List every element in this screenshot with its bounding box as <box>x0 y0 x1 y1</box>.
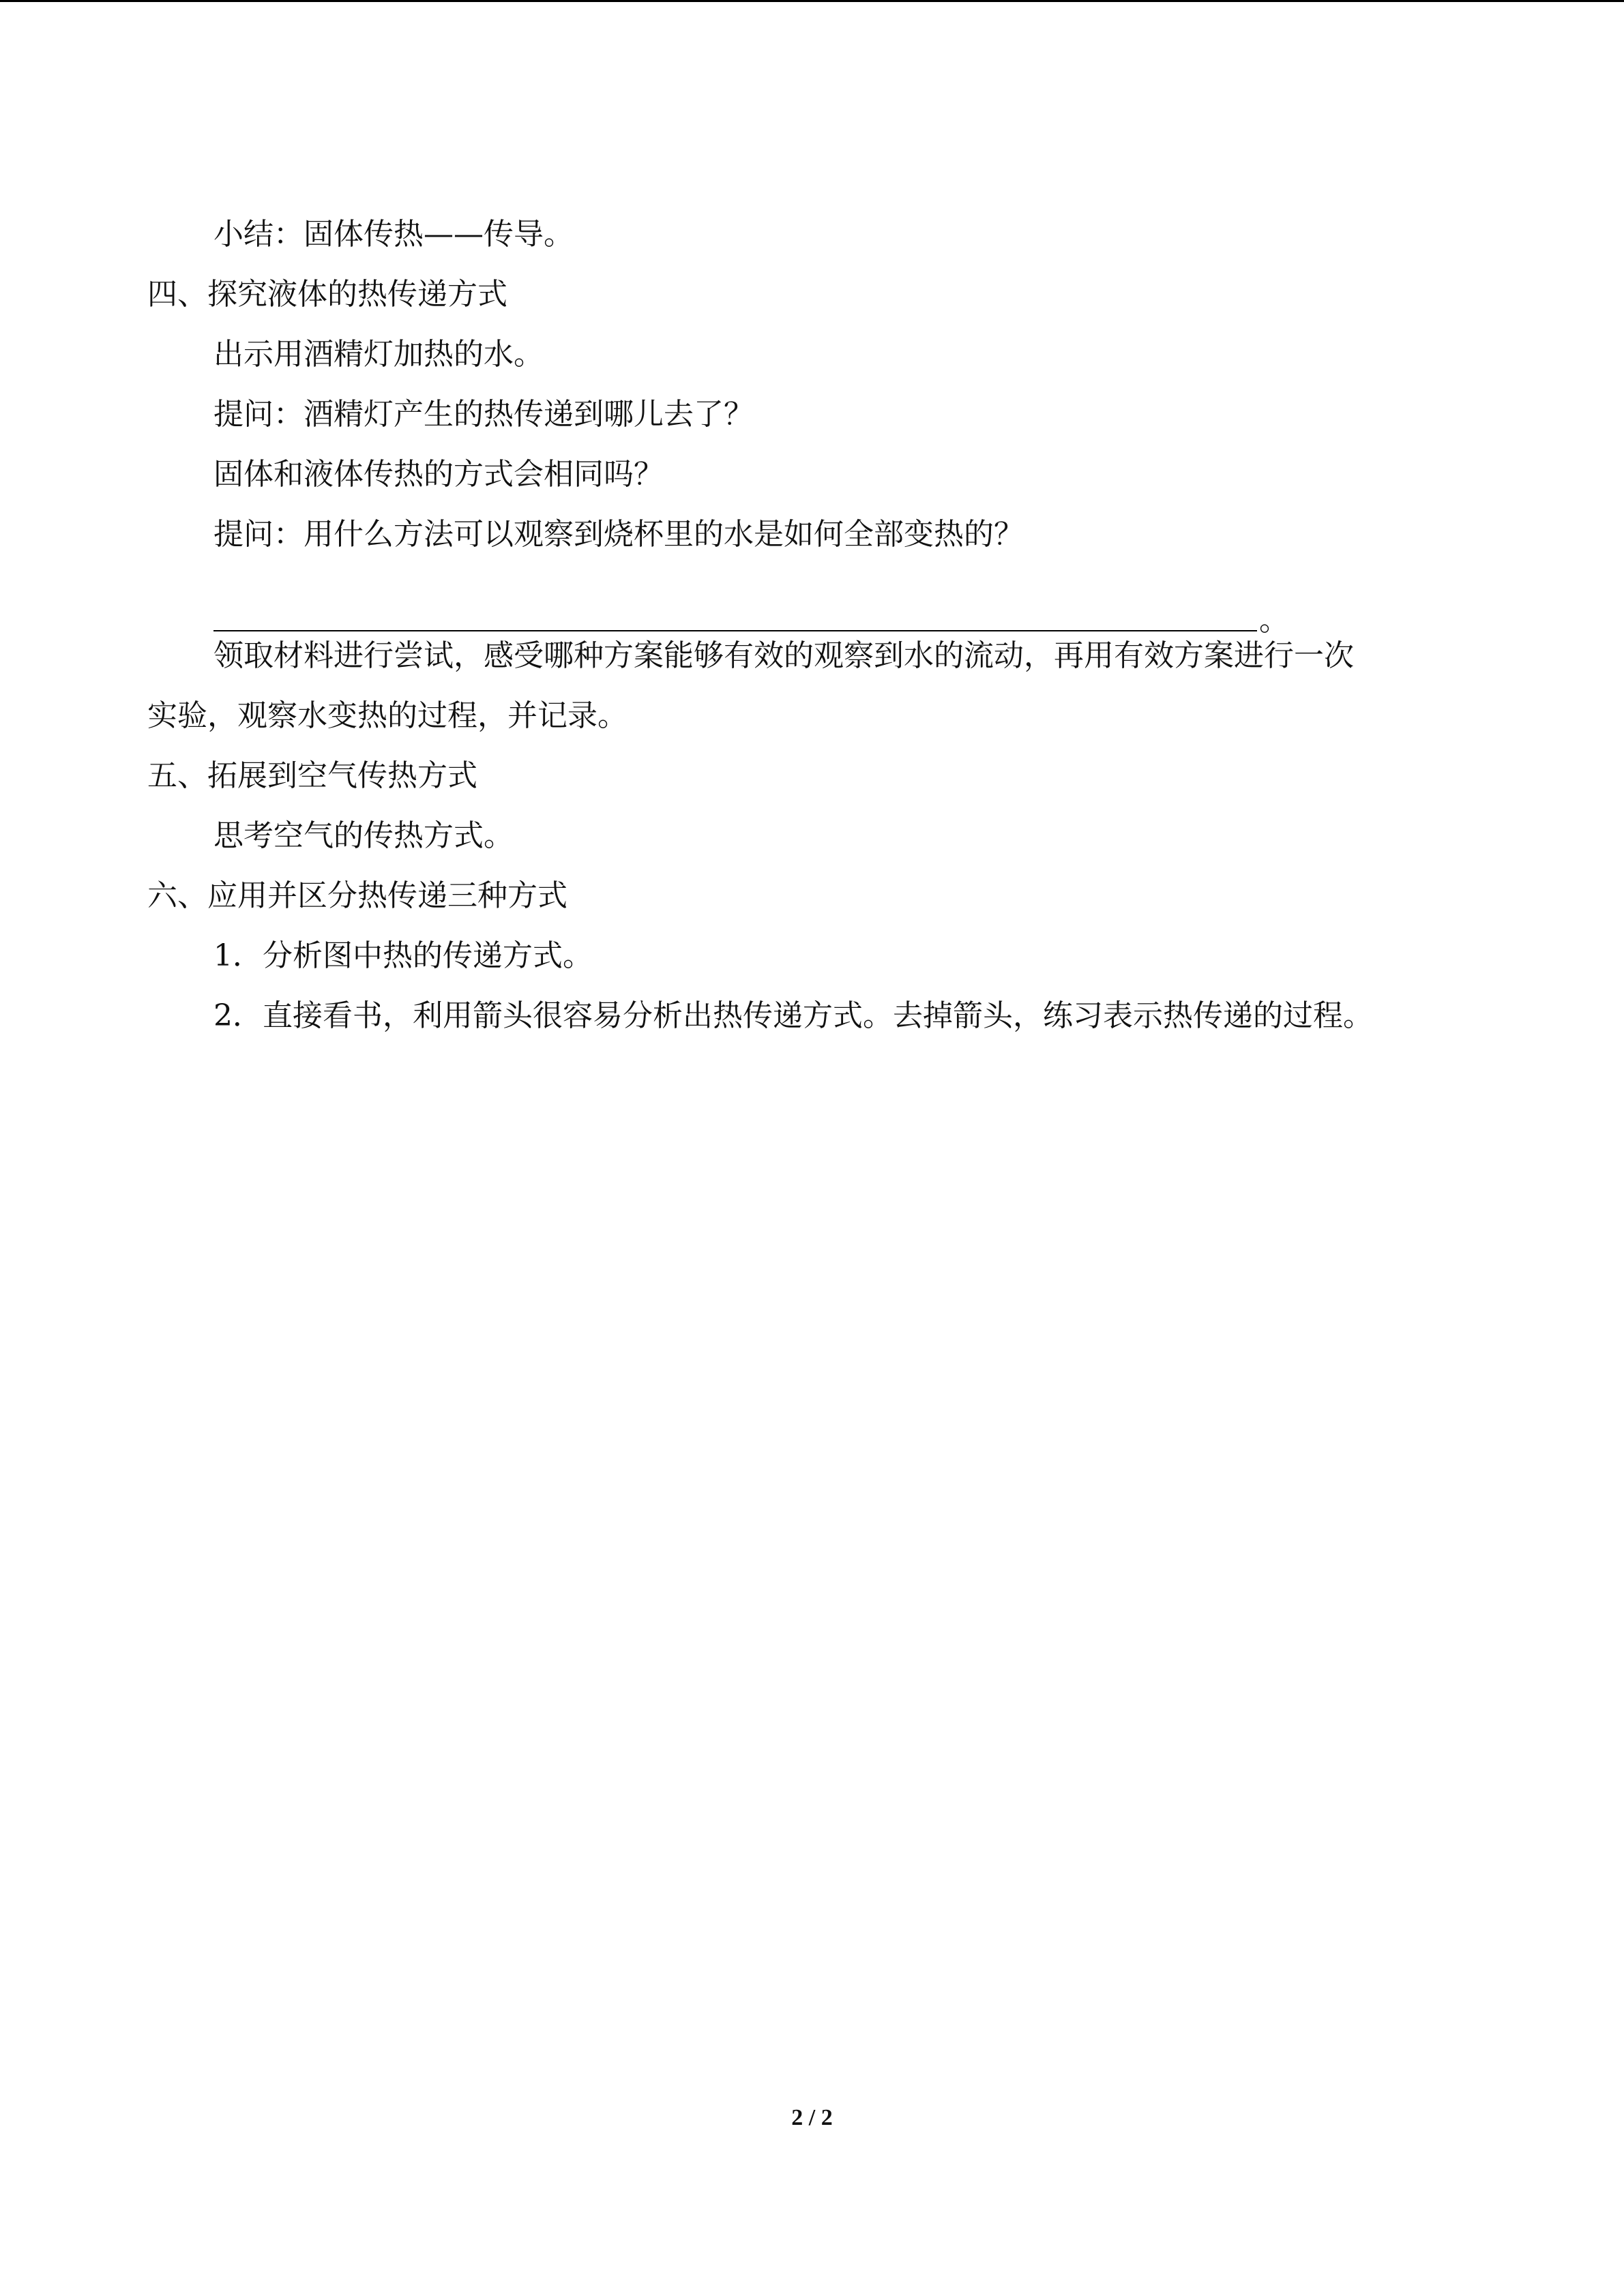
paragraph-line: 思考空气的传热方式。 <box>213 818 514 853</box>
paragraph-line: 领取材料进行尝试，感受哪种方案能够有效的观察到水的流动，再用有效方案进行一次 <box>213 638 1354 673</box>
page-number: 2 / 2 <box>791 2105 833 2130</box>
question-line: 固体和液体传热的方式会相同吗？ <box>213 457 664 492</box>
section-heading-6: 六、应用并区分热传递三种方式 <box>147 878 567 913</box>
section-heading-5: 五、拓展到空气传热方式 <box>147 758 477 793</box>
summary-line: 小结：固体传热——传导。 <box>213 217 574 252</box>
list-item: 2．直接看书，利用箭头很容易分析出热传递方式。去掉箭头，练习表示热传递的过程。 <box>213 998 1373 1033</box>
answer-blank <box>213 595 1289 638</box>
paragraph-line: 出示用酒精灯加热的水。 <box>213 337 544 372</box>
section-heading-4: 四、探究液体的热传递方式 <box>147 277 507 312</box>
paragraph-line-continued: 实验，观察水变热的过程，并记录。 <box>147 698 628 733</box>
list-item: 1．分析图中热的传递方式。 <box>213 938 593 973</box>
blank-end-mark: 。 <box>1259 603 1289 638</box>
question-line: 提问：用什么方法可以观察到烧杯里的水是如何全部变热的？ <box>213 517 1024 552</box>
question-line: 提问：酒精灯产生的热传递到哪儿去了？ <box>213 397 754 432</box>
blank-underline <box>213 630 1257 631</box>
top-border <box>0 0 1624 2</box>
